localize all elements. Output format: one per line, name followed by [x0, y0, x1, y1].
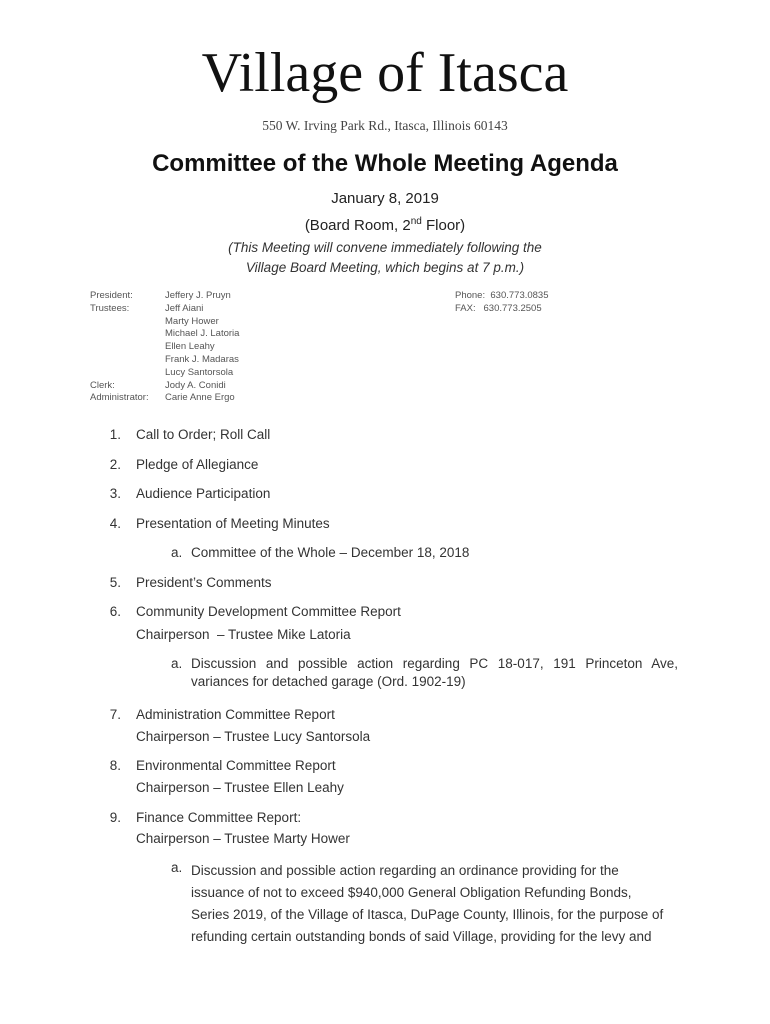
official-row: [90, 392, 325, 405]
item-text: Administration Committee Report: [136, 707, 335, 722]
village-title: Village of Itasca: [201, 42, 569, 104]
subitem-line-3: Series 2019, of the Village of Itasca, DuPage County, Illinois, for the purpose of: [191, 907, 664, 922]
subitem-body: [191, 860, 681, 948]
phone-number: Phone: 630.773.0835: [455, 290, 549, 301]
item-text: Environmental Committee Report: [136, 758, 336, 773]
item-number: 7.: [109, 707, 121, 722]
official-name: Ellen Leahy: [165, 341, 215, 353]
agenda-title: Committee of the Whole Meeting Agenda: [152, 150, 618, 177]
subitem-line-4: refunding certain outstanding bonds of said Village, providing for the levy and: [191, 929, 652, 944]
item-text: Pledge of Allegiance: [136, 457, 259, 472]
subitem-line-2: variances for detached garage (Ord. 1902-19): [191, 674, 466, 689]
official-row: [90, 316, 325, 329]
subitem-line-1: Discussion and possible action regarding PC 18-017, 191 Princeton Ave,: [191, 656, 678, 671]
meeting-location: [0, 216, 770, 234]
official-row: [90, 354, 325, 367]
official-name: Frank J. Madaras: [165, 353, 239, 365]
convene-note: [0, 238, 770, 278]
official-role: Clerk:: [90, 379, 115, 391]
fax-number: FAX: 630.773.2505: [455, 302, 542, 314]
chairperson-line: Chairperson – Trustee Marty Hower: [136, 831, 350, 846]
official-row: [90, 290, 325, 303]
chairperson-line: Chairperson – Trustee Mike Latoria: [136, 627, 351, 642]
official-role: [90, 328, 165, 341]
official-role: [90, 316, 165, 329]
official-row: [90, 341, 325, 354]
subitem-text: Committee of the Whole – December 18, 2018: [191, 545, 470, 560]
official-name: Carie Anne Ergo: [165, 392, 235, 404]
location-prefix: (Board Room, 2: [304, 217, 411, 234]
official-row: [90, 328, 325, 341]
item-text: President’s Comments: [136, 575, 272, 590]
official-name: Jeffery J. Pruyn: [165, 290, 231, 301]
item-text: Finance Committee Report:: [136, 810, 302, 825]
item-number: 9.: [109, 810, 121, 825]
location-suffix: Floor): [421, 217, 466, 234]
item-number: 8.: [109, 758, 121, 773]
subitem-letter: a.: [171, 656, 183, 671]
official-row: [90, 380, 325, 393]
convene-note-line-1: (This Meeting will convene immediately following the: [228, 240, 542, 255]
official-row: [90, 367, 325, 380]
contact-info: [455, 290, 549, 316]
official-row: [90, 303, 325, 316]
chairperson-line: Chairperson – Trustee Lucy Santorsola: [136, 729, 371, 744]
subitem-body: [191, 656, 678, 689]
item-text: Call to Order; Roll Call: [136, 427, 271, 442]
official-name: Jody A. Conidi: [165, 379, 226, 391]
village-address: 550 W. Irving Park Rd., Itasca, Illinois 60143: [262, 118, 508, 133]
item-text: Presentation of Meeting Minutes: [136, 516, 330, 531]
item-number: 6.: [109, 604, 121, 619]
item-number: 4.: [109, 516, 121, 531]
location-superscript: nd: [410, 216, 422, 227]
official-role: President:: [90, 290, 133, 301]
item-number: 5.: [109, 575, 121, 590]
convene-note-line-2: Village Board Meeting, which begins at 7 p.m.): [245, 260, 525, 275]
subitem-letter: a.: [171, 545, 183, 560]
official-name: Michael J. Latoria: [165, 328, 240, 340]
official-name: Jeff Aiani: [165, 302, 204, 314]
item-text: Community Development Committee Report: [136, 604, 401, 619]
meeting-date: January 8, 2019: [331, 190, 439, 207]
subitem-letter: a.: [171, 860, 183, 875]
official-role: [90, 354, 165, 367]
official-role: [90, 341, 165, 354]
official-role: [90, 367, 165, 380]
item-number: 3.: [109, 486, 121, 501]
officials-list: [90, 290, 325, 405]
item-number: 2.: [109, 457, 121, 472]
official-name: Lucy Santorsola: [165, 366, 234, 378]
official-role: Trustees:: [90, 302, 130, 314]
official-role: Administrator:: [90, 392, 149, 404]
subitem-line-1: Discussion and possible action regarding an ordinance providing for the: [191, 863, 619, 878]
chairperson-line: Chairperson – Trustee Ellen Leahy: [136, 780, 344, 795]
official-name: Marty Hower: [165, 315, 219, 327]
subitem-line-2: issuance of not to exceed $940,000 General Obligation Refunding Bonds,: [191, 885, 632, 900]
item-text: Audience Participation: [136, 486, 271, 501]
item-number: 1.: [109, 427, 121, 442]
